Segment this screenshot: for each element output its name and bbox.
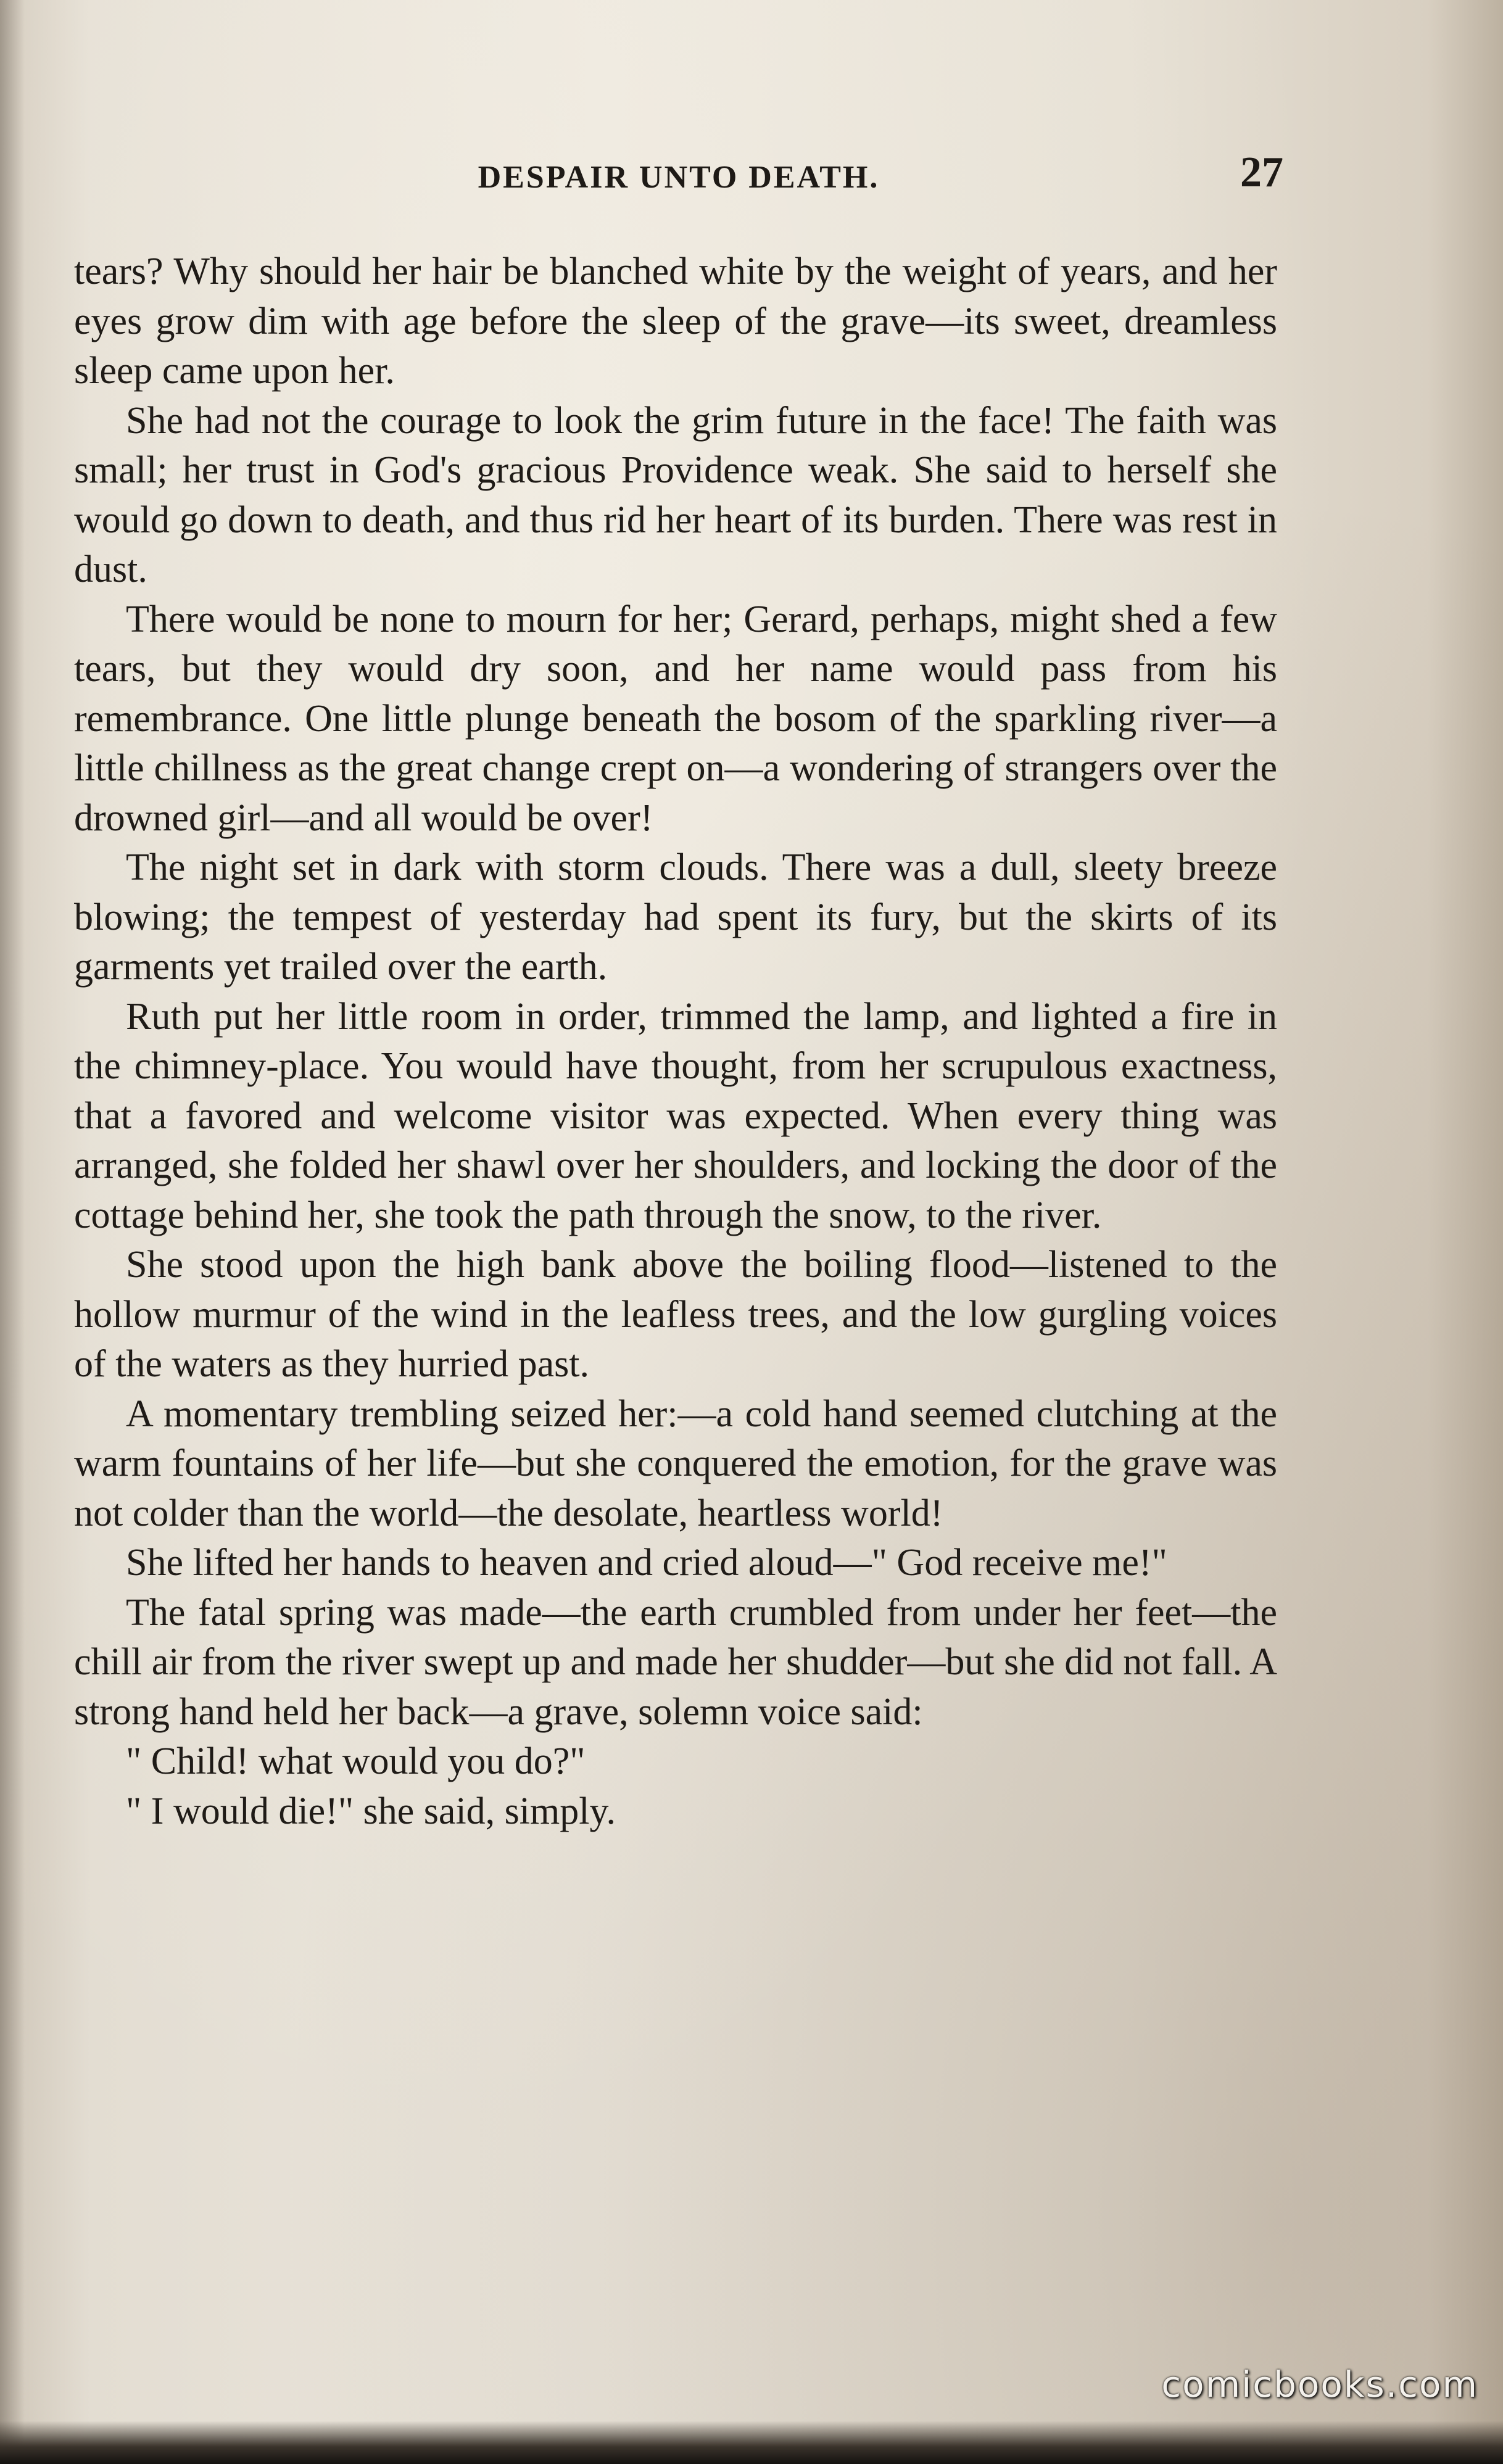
paragraph: " I would die!" she said, simply. — [126, 1790, 616, 1832]
paragraph: A momentary trembling seized her:—a cold hand seemed clutching at the warm fountains of her life—but she conquered the emotion, for the grave was not colder than the world—the desolate, heartless world! — [74, 1392, 1277, 1534]
watermark: comicbooks.com — [1161, 2363, 1478, 2405]
paragraph: She had not the courage to look the grim future in the face! The faith was small; her trust in God's gracious Providence weak. She said to herself she would go down to death, and thus rid her heart of its burden. There was rest in dust. — [74, 399, 1277, 590]
body-text — [74, 247, 1277, 1836]
paragraph: Ruth put her little room in order, trimmed the lamp, and lighted a fire in the chimney-place. You would have thought, from her scrupulous exactness, that a favored and welcome visitor was expected. When every thing was arranged, she folded her shawl over her shoulders, and locking the door of the cottage behind her, she took the path through the snow, to the river. — [74, 995, 1277, 1236]
page-number: 27 — [1240, 149, 1283, 196]
paragraph: The fatal spring was made—the earth crumbled from under her feet—the chill air from the river swept up and made her shudder—but she did not fall. A strong hand held her back—a grave, solemn voice said: — [74, 1591, 1277, 1733]
running-title: DESPAIR UNTO DEATH. — [478, 160, 880, 195]
paragraph: The night set in dark with storm clouds. There was a dull, sleety breeze blowing; the tempest of yesterday had spent its fury, but the skirts of its garments yet trailed over the earth. — [74, 846, 1277, 988]
paragraph: She lifted her hands to heaven and cried aloud—" God receive me!" — [126, 1542, 1167, 1584]
paragraph: There would be none to mourn for her; Gerard, perhaps, might shed a few tears, but they would dry soon, and her name would pass from his remembrance. One little plunge beneath the bosom of the sparkling river—a little chillness as the great change crept on—a wondering of strangers over the drowned girl—and all would be over! — [74, 598, 1277, 839]
paragraph: tears? Why should her hair be blanched white by the weight of years, and her eyes grow dim with age before the sleep of the grave—its sweet, dreamless sleep came upon her. — [74, 250, 1277, 392]
running-head — [74, 148, 1283, 204]
paragraph: She stood upon the high bank above the boiling flood—listened to the hollow murmur of the wind in the leafless trees, and the low gurgling voices of the waters as they hurried past. — [74, 1244, 1277, 1385]
paragraph: " Child! what would you do?" — [126, 1740, 586, 1782]
